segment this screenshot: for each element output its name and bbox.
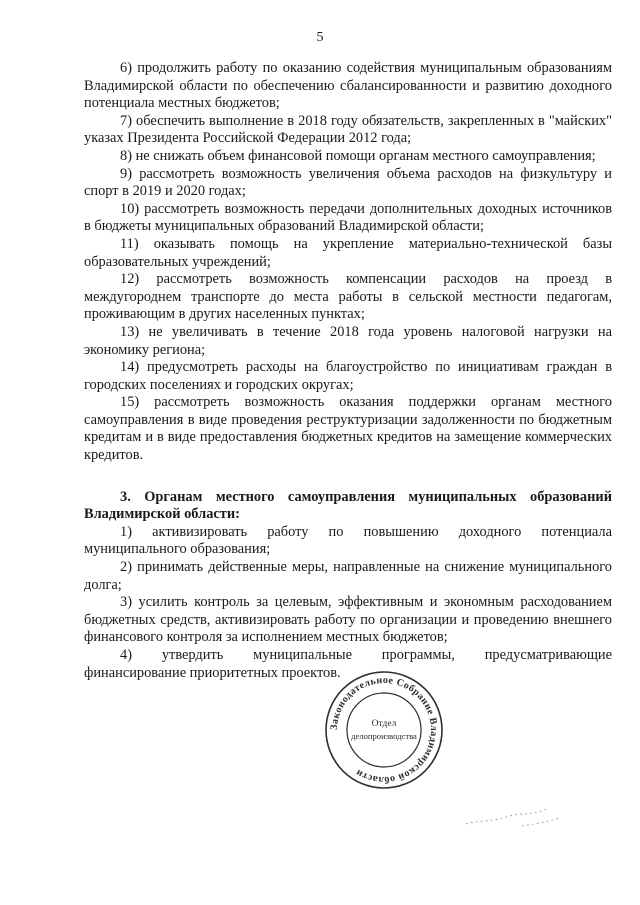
list-item: 15) рассмотреть возможность оказания поддержки органам местного самоуправления в виде проведения реструктуризации задолженности по бюджетным кредитам и в виде предоставления бюджетных кредитов на замещение коммерческих кредитов. [84,394,612,464]
list-item: 1) активизировать работу по повышению доходного потенциала муниципального образования; [84,523,612,558]
pen-marks [462,800,572,830]
office-stamp [322,668,446,792]
list-item: 11) оказывать помощь на укрепление материально-технической базы образовательных учреждений; [84,235,612,270]
list-item: 7) обеспечить выполнение в 2018 году обязательств, закрепленных в "майских" указах Президента Российской Федерации 2012 года; [84,112,612,147]
list-item: 10) рассмотреть возможность передачи дополнительных доходных источников в бюджеты муниципальных образований Владимирской области; [84,200,612,235]
list-item: 3) усилить контроль за целевым, эффективным и экономным расходованием бюджетных средств, активизировать работу по организации и проведению внешнего финансового контроля за исполнением местных бюджетов; [84,594,612,646]
stamp-outer-ring [326,672,442,788]
stamp-center-line2: делопроизводства [351,731,417,741]
list-item: 14) предусмотреть расходы на благоустройство по инициативам граждан в городских поселениях и городских округах; [84,359,612,393]
section-heading: 3. Органам местного самоуправления муниципальных образований Владимирской области: [84,488,612,523]
page-number: 5 [316,30,324,45]
list-item: 13) не увеличивать в течение 2018 года уровень налоговой нагрузки на экономику региона; [84,323,612,358]
list-item: 9) рассмотреть возможность увеличения объема расходов на физкультуру и спорт в 2019 и 2020 годах; [84,165,612,200]
stamp-center-line1: Отдел [371,719,397,729]
list-item: 4) утвердить муниципальные программы, предусматривающие финансирование приоритетных проектов. [84,647,612,681]
list-item: 12) рассмотреть возможность компенсации расходов на проезд в междугороднем транспорте до места работы в сельской местности педагогам, проживающим в других населенных пунктах; [84,271,612,323]
list-item: 6) продолжить работу по оказанию содействия муниципальным образованиям Владимирской области по обеспечению сбалансированности и развитию доходного потенциала местных бюджетов; [84,60,612,112]
document-body [84,60,612,682]
stamp-ring-text: Законодательное Собрание Владимирской области [328,674,440,786]
list-item: 2) принимать действенные меры, направленные на снижение муниципального долга; [84,559,612,593]
list-item: 8) не снижать объем финансовой помощи органам местного самоуправления; [120,147,596,164]
stamp-inner-ring [347,693,421,767]
